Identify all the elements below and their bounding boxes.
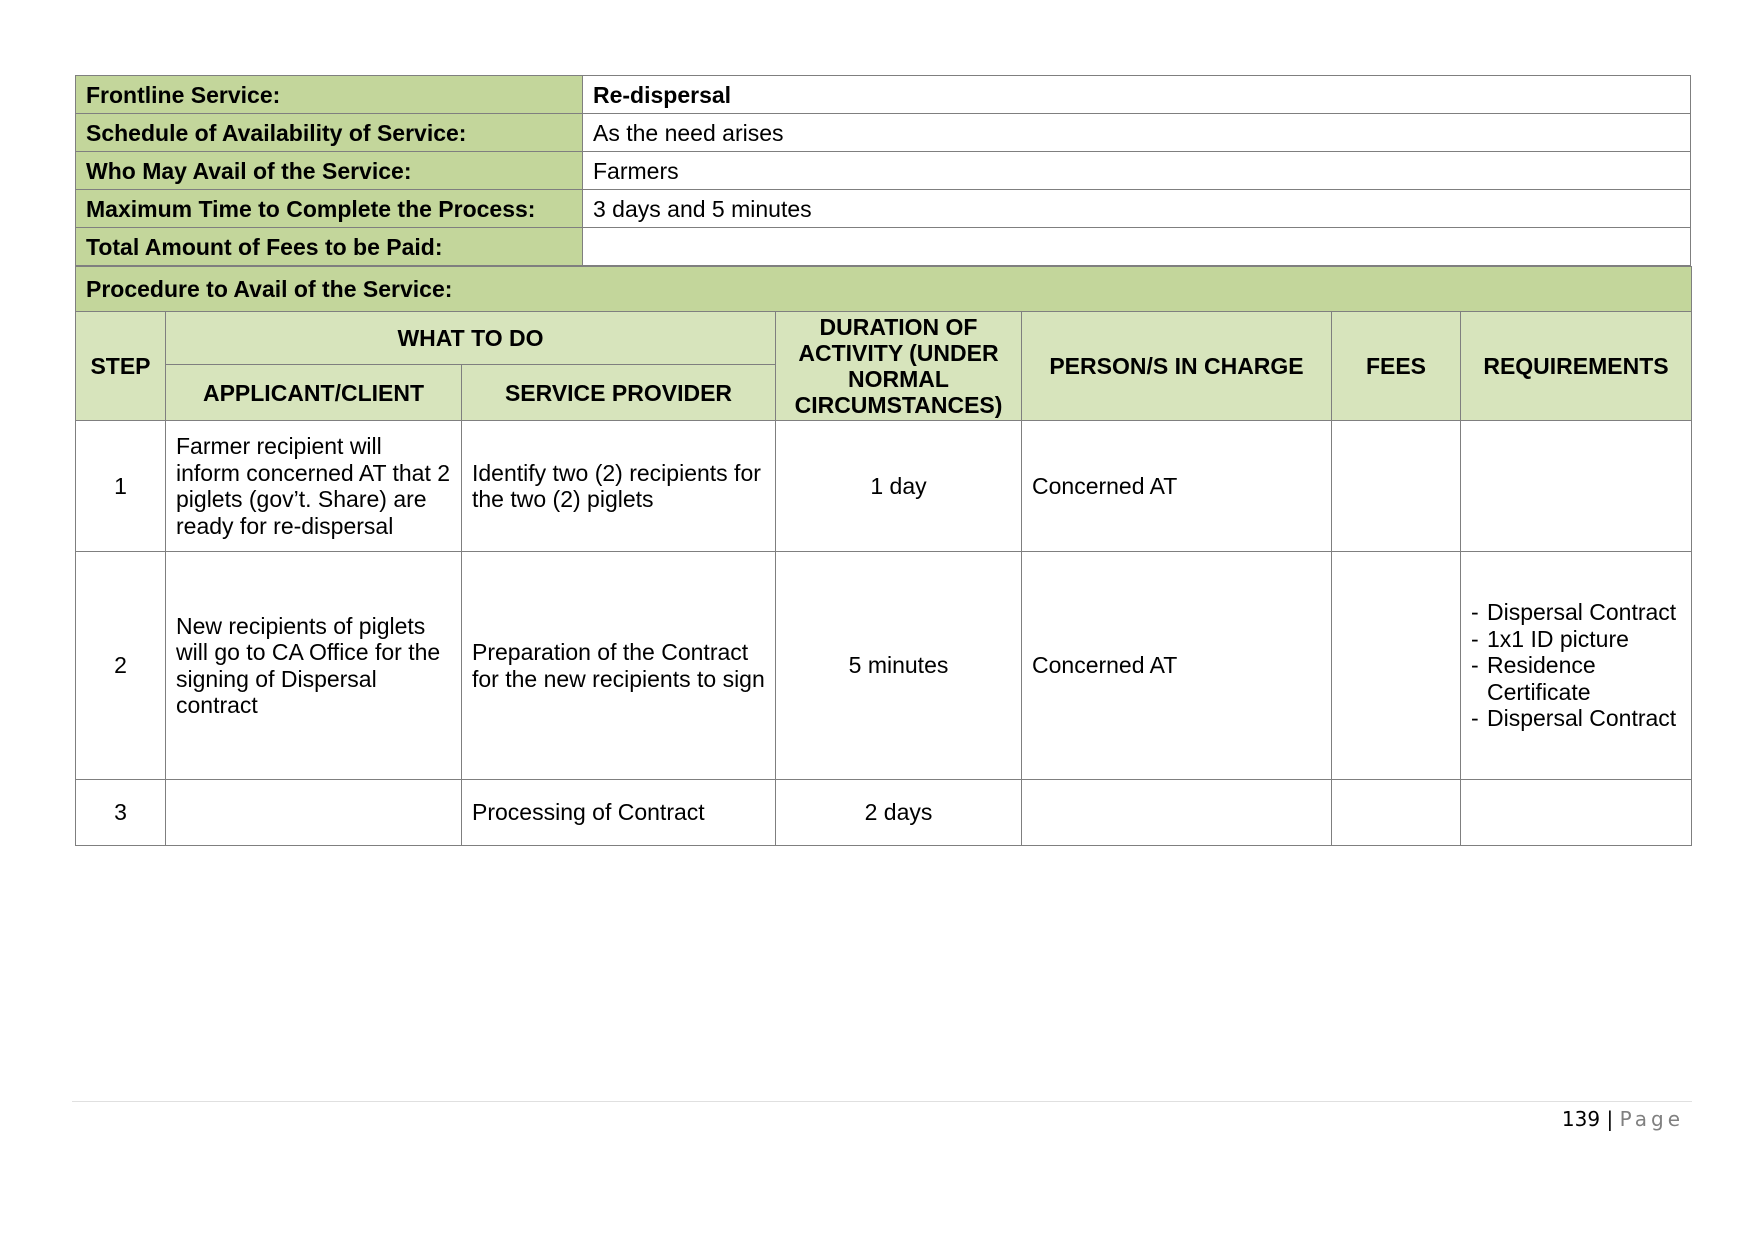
requirements-cell (1461, 421, 1692, 552)
requirements-list (1471, 599, 1681, 732)
total-fees-label: Total Amount of Fees to be Paid: (76, 228, 583, 266)
schedule-row (76, 114, 1691, 152)
requirement-item: - Residence Certificate (1471, 652, 1681, 705)
fees-value (1332, 552, 1461, 780)
schedule-label: Schedule of Availability of Service: (76, 114, 583, 152)
requirements-cell (1461, 552, 1692, 780)
frontline-service-label: Frontline Service: (76, 76, 583, 114)
max-time-label: Maximum Time to Complete the Process: (76, 190, 583, 228)
fees-value (1332, 780, 1461, 846)
max-time-value: 3 days and 5 minutes (583, 190, 1691, 228)
requirement-item: - 1x1 ID picture (1471, 626, 1681, 653)
table-row (76, 421, 1692, 552)
fees-header: FEES (1332, 312, 1461, 421)
applicant-action: New recipients of piglets will go to CA Office for the signing of Dispersal contract (166, 552, 462, 780)
procedure-table (75, 266, 1692, 846)
who-may-avail-value: Farmers (583, 152, 1691, 190)
page-footer (1562, 1104, 1684, 1134)
fees-value (1332, 421, 1461, 552)
footer-separator: | (1606, 1107, 1614, 1131)
provider-action: Identify two (2) recipients for the two (2) piglets (462, 421, 776, 552)
requirements-cell (1461, 780, 1692, 846)
step-number: 3 (76, 780, 166, 846)
provider-action: Processing of Contract (462, 780, 776, 846)
persons-in-charge-header: PERSON/S IN CHARGE (1022, 312, 1332, 421)
step-number: 2 (76, 552, 166, 780)
duration-value: 5 minutes (776, 552, 1022, 780)
person-in-charge: Concerned AT (1022, 552, 1332, 780)
service-provider-header: SERVICE PROVIDER (462, 365, 776, 421)
schedule-value: As the need arises (583, 114, 1691, 152)
total-fees-row (76, 228, 1691, 266)
page-number: 139 (1561, 1107, 1601, 1131)
provider-action: Preparation of the Contract for the new recipients to sign (462, 552, 776, 780)
applicant-action (166, 780, 462, 846)
page-label: Page (1619, 1107, 1684, 1131)
total-fees-value (583, 228, 1691, 266)
requirements-header: REQUIREMENTS (1461, 312, 1692, 421)
requirement-item: - Dispersal Contract (1471, 599, 1681, 626)
applicant-client-header: APPLICANT/CLIENT (166, 365, 462, 421)
procedure-row (76, 267, 1692, 312)
requirement-item: - Dispersal Contract (1471, 705, 1681, 732)
person-in-charge: Concerned AT (1022, 421, 1332, 552)
duration-value: 2 days (776, 780, 1022, 846)
what-to-do-header: WHAT TO DO (166, 312, 776, 365)
table-row (76, 552, 1692, 780)
applicant-action: Farmer recipient will inform concerned AT that 2 piglets (gov’t. Share) are ready for re-dispersal (166, 421, 462, 552)
step-number: 1 (76, 421, 166, 552)
duration-value: 1 day (776, 421, 1022, 552)
frontline-service-row (76, 76, 1691, 114)
citizen-charter-page (75, 75, 1691, 846)
duration-header: DURATION OF ACTIVITY (UNDER NORMAL CIRCUMSTANCES) (776, 312, 1022, 421)
who-may-avail-label: Who May Avail of the Service: (76, 152, 583, 190)
frontline-service-value: Re-dispersal (583, 76, 1691, 114)
procedure-label: Procedure to Avail of the Service: (76, 267, 1692, 312)
header-row-1 (76, 312, 1692, 365)
footer-divider (72, 1101, 1692, 1102)
who-may-avail-row (76, 152, 1691, 190)
table-row (76, 780, 1692, 846)
person-in-charge (1022, 780, 1332, 846)
step-header: STEP (76, 312, 166, 421)
service-info-table (75, 75, 1691, 266)
max-time-row (76, 190, 1691, 228)
